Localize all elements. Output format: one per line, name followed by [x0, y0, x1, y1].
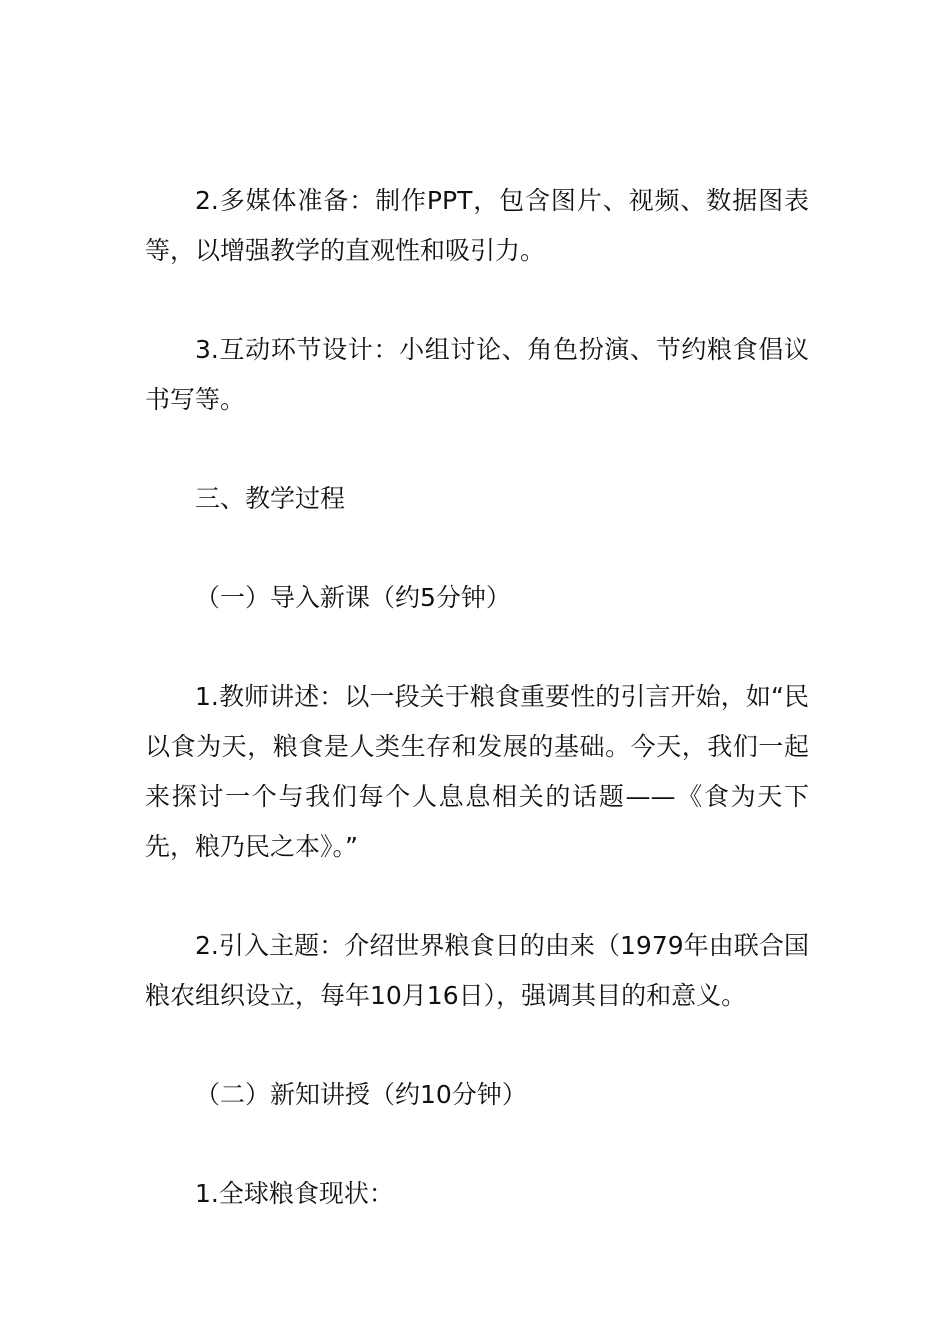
paragraph-multimedia-prep: 2.多媒体准备：制作PPT，包含图片、视频、数据图表等，以增强教学的直观性和吸引力。: [145, 186, 809, 265]
section-heading-teaching-process: 三、教学过程: [195, 484, 346, 513]
paragraph-global-food-status: 1.全球粮食现状：: [195, 1179, 394, 1208]
subsection-heading-new-knowledge: （二）新知讲授（约10分钟）: [195, 1080, 527, 1109]
document-body: [145, 176, 809, 1268]
paragraph-teacher-narration: 1.教师讲述：以一段关于粮食重要性的引言开始，如“民以食为天，粮食是人类生存和发展的基础。今天，我们一起来探讨一个与我们每个人息息相关的话题——《食为天下先，粮乃民之本》。”: [145, 682, 809, 861]
paragraph-introduce-theme: 2.引入主题：介绍世界粮食日的由来（1979年由联合国粮农组织设立，每年10月16日），强调其目的和意义。: [145, 931, 809, 1010]
subsection-heading-introduction: （一）导入新课（约5分钟）: [195, 583, 511, 612]
paragraph-interaction-design: 3.互动环节设计：小组讨论、角色扮演、节约粮食倡议书写等。: [145, 335, 809, 414]
